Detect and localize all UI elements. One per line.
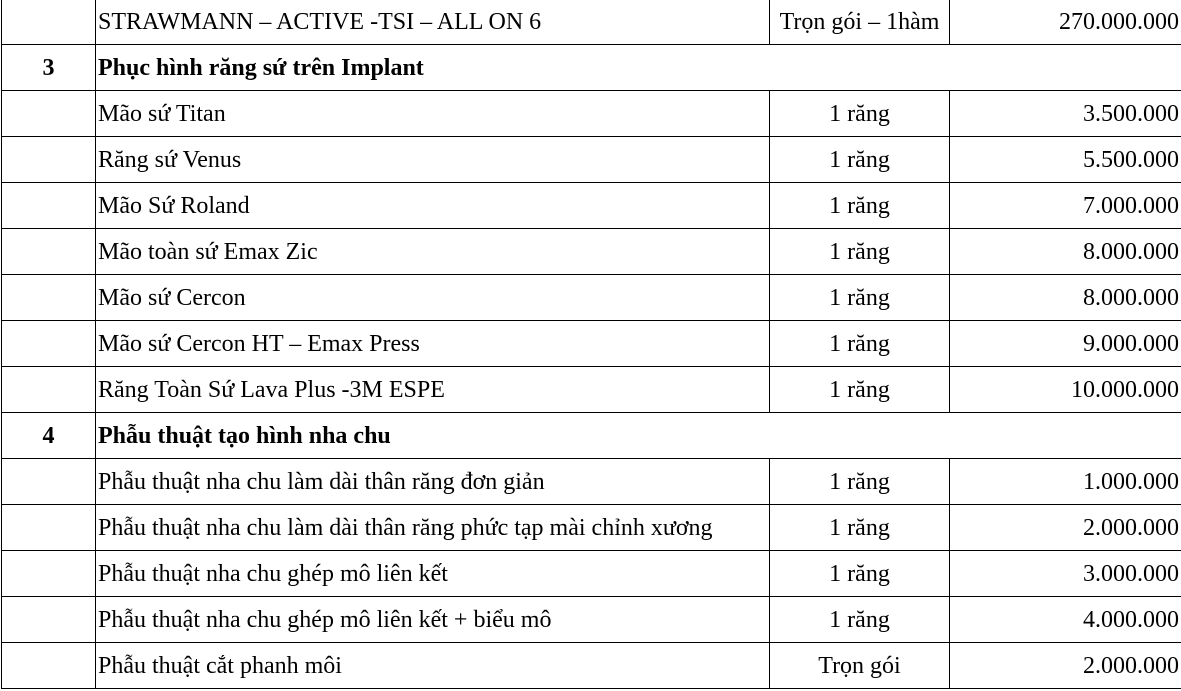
table-row	[2, 183, 1181, 229]
service-unit: 1 răng	[770, 367, 950, 413]
service-unit: 1 răng	[770, 183, 950, 229]
service-unit: 1 răng	[770, 597, 950, 643]
row-number-cell	[2, 137, 96, 183]
service-price: 4.000.000	[950, 597, 1181, 643]
service-unit: 1 răng	[770, 551, 950, 597]
service-price: 2.000.000	[950, 643, 1181, 689]
service-unit: 1 răng	[770, 459, 950, 505]
table-row	[2, 597, 1181, 643]
service-price: 2.000.000	[950, 505, 1181, 551]
service-name: Phẫu thuật nha chu ghép mô liên kết + biểu mô	[96, 597, 770, 643]
table-row	[2, 551, 1181, 597]
service-price: 3.500.000	[950, 91, 1181, 137]
service-name: Răng Toàn Sứ Lava Plus -3M ESPE	[96, 367, 770, 413]
table-row	[2, 229, 1181, 275]
service-name: Mão sứ Titan	[96, 91, 770, 137]
row-number-cell	[2, 229, 96, 275]
service-unit: Trọn gói – 1hàm	[770, 0, 950, 45]
table-row	[2, 0, 1181, 45]
row-number-cell	[2, 183, 96, 229]
table-row	[2, 321, 1181, 367]
row-number-cell	[2, 91, 96, 137]
service-unit: 1 răng	[770, 229, 950, 275]
table-row	[2, 643, 1181, 689]
service-price: 270.000.000	[950, 0, 1181, 45]
service-unit: Trọn gói	[770, 643, 950, 689]
service-name: Phẫu thuật nha chu ghép mô liên kết	[96, 551, 770, 597]
service-price: 8.000.000	[950, 229, 1181, 275]
section-title: Phẫu thuật tạo hình nha chu	[96, 413, 1181, 459]
service-unit: 1 răng	[770, 505, 950, 551]
table-row	[2, 137, 1181, 183]
row-number-cell	[2, 643, 96, 689]
service-name: Phẫu thuật nha chu làm dài thân răng đơn giản	[96, 459, 770, 505]
row-number-cell	[2, 367, 96, 413]
section-title: Phục hình răng sứ trên Implant	[96, 45, 1181, 91]
table-row	[2, 91, 1181, 137]
service-price: 1.000.000	[950, 459, 1181, 505]
table-row	[2, 367, 1181, 413]
service-name: STRAWMANN – ACTIVE -TSI – ALL ON 6	[96, 0, 770, 45]
service-name: Răng sứ Venus	[96, 137, 770, 183]
service-name: Phẫu thuật cắt phanh môi	[96, 643, 770, 689]
table-row	[2, 505, 1181, 551]
price-table-body	[2, 0, 1181, 689]
service-price: 9.000.000	[950, 321, 1181, 367]
service-name: Phẫu thuật nha chu làm dài thân răng phức tạp mài chỉnh xương	[96, 505, 770, 551]
service-price: 3.000.000	[950, 551, 1181, 597]
service-price: 7.000.000	[950, 183, 1181, 229]
row-number-cell	[2, 505, 96, 551]
service-unit: 1 răng	[770, 321, 950, 367]
section-number: 4	[2, 413, 96, 459]
row-number-cell	[2, 597, 96, 643]
service-price: 5.500.000	[950, 137, 1181, 183]
service-name: Mão Sứ Roland	[96, 183, 770, 229]
table-row	[2, 459, 1181, 505]
service-unit: 1 răng	[770, 275, 950, 321]
table-row	[2, 275, 1181, 321]
section-row	[2, 413, 1181, 459]
service-name: Mão toàn sứ Emax Zic	[96, 229, 770, 275]
service-name: Mão sứ Cercon	[96, 275, 770, 321]
price-table	[1, 0, 1181, 689]
service-price: 8.000.000	[950, 275, 1181, 321]
row-number-cell	[2, 275, 96, 321]
service-unit: 1 răng	[770, 137, 950, 183]
row-number-cell	[2, 459, 96, 505]
section-row	[2, 45, 1181, 91]
row-number-cell	[2, 321, 96, 367]
section-number: 3	[2, 45, 96, 91]
service-unit: 1 răng	[770, 91, 950, 137]
service-name: Mão sứ Cercon HT – Emax Press	[96, 321, 770, 367]
row-number-cell	[2, 551, 96, 597]
service-price: 10.000.000	[950, 367, 1181, 413]
row-number-cell	[2, 0, 96, 45]
